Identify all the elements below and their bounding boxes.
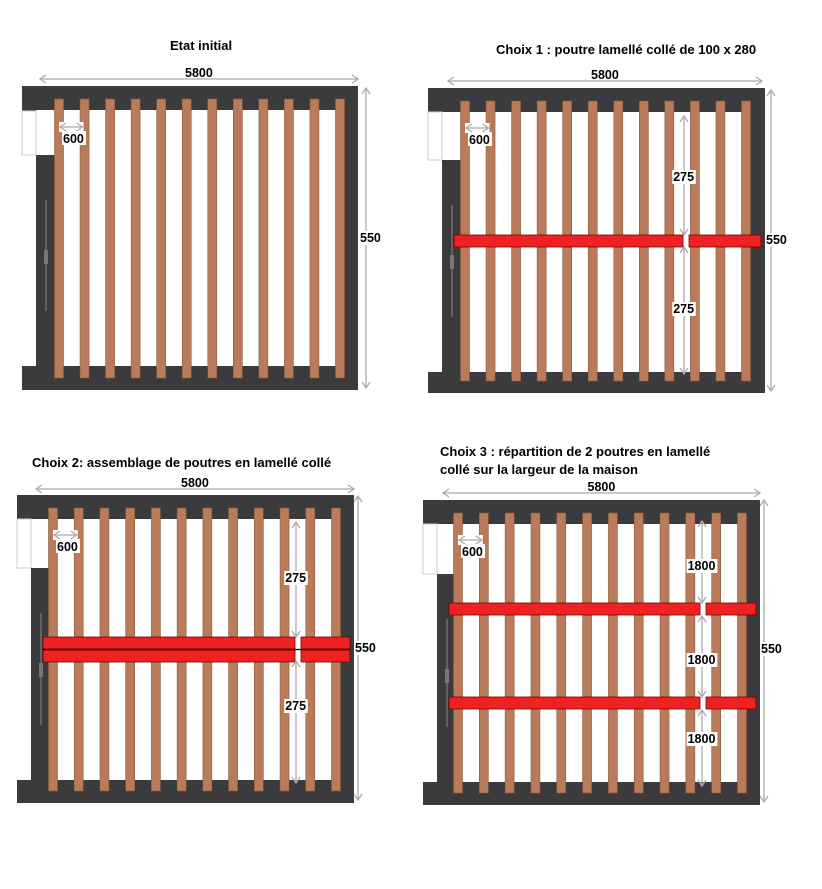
beam-2-left [449,697,700,709]
joist [310,99,319,378]
joist [106,99,115,378]
joist [284,99,293,378]
window-opening [423,524,437,574]
span-label-1: 275 [285,571,307,585]
span-label-2: 275 [673,302,695,316]
left-wall-label-mark [445,669,449,683]
beam-1-right [689,235,761,247]
beam-1-lower-left [43,650,295,662]
joist [157,99,166,378]
beam-1-lower-right [301,650,350,662]
joist [208,99,217,378]
spacing-label: 600 [63,132,84,146]
beam-2-right [706,697,756,709]
joist [259,99,268,378]
panel-choix-3 [423,480,784,805]
left-wall-top [22,86,36,111]
joist [531,513,540,793]
panel-choix-1 [428,68,789,393]
left-wall-top [423,500,437,524]
beam-1-left [454,235,683,247]
spacing-label: 600 [462,545,483,559]
width-label: 5800 [587,480,616,494]
left-wall-top [17,495,31,519]
left-wall-label-mark [450,255,454,269]
joist [505,513,514,793]
window-opening [428,112,442,160]
span-label-2: 1800 [687,653,716,667]
panel-title-etat-initial: Etat initial [170,38,233,53]
joist [634,513,643,793]
panel-title-choix-3-line-1: Choix 3 : répartition de 2 poutres en lamellé [440,444,711,459]
joist [583,513,592,793]
height-label: 550 [355,641,376,655]
joist [233,99,242,378]
width-label: 5800 [591,68,619,82]
spacing-label: 600 [57,540,78,554]
spacing-label: 600 [469,133,490,147]
height-label: 550 [761,642,782,656]
height-label: 550 [766,233,787,247]
beam-1-left [449,603,700,615]
beam-1-left [43,637,295,649]
span-label-2: 275 [285,699,307,713]
panel-title-choix-2: Choix 2: assemblage de poutres en lamellé collé [32,455,332,470]
joist [660,513,669,793]
span-label-3: 1800 [687,732,716,746]
beam-1-right [706,603,756,615]
width-label: 5800 [185,66,213,80]
joist [336,99,345,378]
width-label: 5800 [181,476,209,490]
left-wall-top [428,88,442,112]
panel-choix-2 [17,476,378,803]
left-wall-label-mark [39,663,43,677]
panel-etat-initial [22,66,383,390]
panel-title-choix-1: Choix 1 : poutre lamellé collé de 100 x 280 [496,42,757,57]
span-label-1: 275 [673,170,695,184]
joist [557,513,566,793]
span-label-1: 1800 [687,559,716,573]
joist [738,513,747,793]
joist [608,513,617,793]
window-opening [22,111,36,155]
joist [182,99,191,378]
window-opening [17,519,31,568]
joist [131,99,140,378]
left-wall-label-mark [44,250,48,264]
beam-1-right [301,637,350,649]
height-label: 550 [360,231,381,245]
panel-title-choix-3-line-2: collé sur la largeur de la maison [440,462,638,477]
